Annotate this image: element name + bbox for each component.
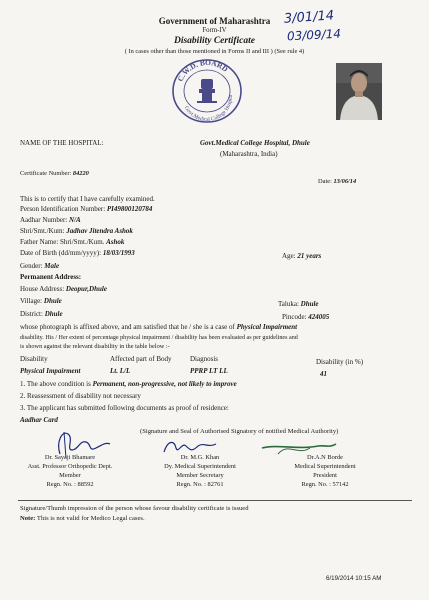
- thumb-impression-text: Signature/Thumb impression of the person whose favour disability certificate is issued: [20, 505, 249, 512]
- age-row: [282, 252, 321, 261]
- house-label: House Address:: [20, 285, 65, 293]
- table-cell-diagnosis: PPRP LT LL: [190, 367, 228, 375]
- condition-3: 3. The applicant has submitted following documents as proof of residence:: [20, 404, 229, 412]
- statement-line-2: disability. His / Her extent of percentage physical impairment / disability has been evaluated as per guidelines and: [20, 335, 298, 341]
- certificate-subtitle: ( In cases other than those mentioned in Forms II and III ) (See rule 4): [124, 48, 305, 55]
- gender-row: [20, 262, 59, 271]
- pid-row: [20, 205, 152, 214]
- certificate-title: Disability Certificate: [173, 36, 255, 46]
- certificate-number-row: [20, 170, 89, 178]
- signatory-1-regn: Regn. No. : 88592: [46, 481, 94, 488]
- handwritten-date-1: 3/01/14: [283, 8, 335, 27]
- footer-divider: [18, 500, 412, 501]
- name-value: Jadhav Jitendra Ashok: [66, 227, 133, 235]
- residence-document: Aadhar Card: [20, 416, 58, 424]
- statement-line-1: [20, 323, 297, 332]
- district-label: District:: [20, 310, 43, 318]
- print-timestamp: 6/19/2014 10:15 AM: [326, 575, 382, 582]
- statement-line-3: is shown against the relevant disability in the table below :-: [20, 343, 170, 350]
- pid-value: PI49800120784: [106, 205, 153, 213]
- taluka-label: Taluka:: [278, 300, 299, 308]
- seal-text: C.W.D. BOARD: [175, 57, 230, 83]
- certificate-date: 13/06/14: [333, 178, 357, 185]
- table-header-body-part: Affected part of Body: [110, 355, 172, 363]
- signatory-3-sub: President: [313, 472, 337, 479]
- aadhar-label: Aadhar Number:: [20, 216, 68, 224]
- signatory-2-role: Dy. Medical Superintendent: [164, 463, 236, 470]
- village-label: Village:: [20, 297, 43, 305]
- table-header-diagnosis: Diagnosis: [190, 355, 218, 363]
- table-cell-disability: Physical Impairment: [20, 367, 81, 375]
- pincode-label: Pincode:: [282, 313, 307, 321]
- signatory-1-name: Dr. Sayaji Bhamare: [44, 454, 96, 461]
- age-value: 21 years: [297, 252, 322, 260]
- district-row: [20, 310, 63, 319]
- signatory-note: (Signature and Seal of Authorised Signatory of notified Medical Authority): [140, 428, 339, 435]
- certificate-date-label: Date:: [318, 178, 332, 185]
- father-row: [20, 238, 124, 247]
- pid-label: Person Identification Number:: [20, 205, 106, 213]
- name-label: Shri/Smt./Kum:: [20, 227, 65, 235]
- note-label: Note:: [20, 515, 36, 522]
- table-cell-percent: 41: [320, 370, 327, 378]
- village-row: [20, 297, 62, 306]
- house-value: Deopur,Dhule: [65, 285, 107, 293]
- district-value: Dhule: [44, 310, 63, 318]
- signatory-1-role: Asst. Professor Orthopedic Dept.: [27, 463, 113, 470]
- certificate-number-label: Certificate Number:: [20, 170, 72, 177]
- table-header-percent: Disability (in %): [316, 358, 364, 366]
- signatory-1-sub: Member: [59, 472, 81, 479]
- condition-1-text: 1. The above condition is: [20, 380, 91, 388]
- signatory-3-role: Medical Superintendent: [294, 463, 356, 470]
- hospital-label: NAME OF THE HOSPITAL:: [20, 139, 104, 147]
- aadhar-value: N/A: [68, 216, 81, 224]
- intro-text: This is to certify that I have carefully examined.: [20, 195, 155, 203]
- taluka-row: [278, 300, 319, 309]
- dob-row: [20, 249, 135, 258]
- board-seal: [168, 54, 246, 126]
- dob-label: Date of Birth (dd/mm/yyyy):: [20, 249, 102, 257]
- house-row: [20, 285, 107, 294]
- form-number: Form-IV: [202, 27, 227, 34]
- address-heading: Permanent Address:: [20, 273, 82, 281]
- table-cell-body-part: Lt. L/L: [110, 367, 131, 375]
- condition-1-value: Permanent, non-progressive, not likely to improve: [92, 380, 237, 388]
- condition-1: [20, 380, 237, 389]
- hospital-name: Govt.Medical College Hospital, Dhule: [200, 139, 310, 147]
- pincode-value: 424005: [308, 313, 330, 321]
- pincode-row: [282, 313, 329, 322]
- government-heading: Government of Maharashtra: [158, 16, 271, 26]
- signatory-3-regn: Regn. No. : 57142: [301, 481, 349, 488]
- signatory-2-sub: Member Secretary: [176, 472, 224, 479]
- condition-2: 2. Reassessment of disability not necessary: [20, 392, 141, 400]
- handwritten-date-2: 03/09/14: [286, 26, 342, 44]
- statement-text-1: whose photograph is affixed above, and am satisfied that he / she is a case of: [20, 323, 235, 331]
- statement-type: Physical Impairment: [236, 323, 298, 331]
- hospital-place: (Maharashtra, India): [220, 150, 278, 158]
- village-value: Dhule: [43, 297, 62, 305]
- father-value: Ashok: [106, 238, 125, 246]
- father-label: Father Name: Shri/Smt./Kum.: [20, 238, 105, 246]
- signatory-2-regn: Regn. No. : 82761: [176, 481, 224, 488]
- certificate-number: 84220: [72, 170, 89, 177]
- aadhar-row: [20, 216, 81, 225]
- name-row: [20, 227, 133, 236]
- signatory-2-name: Dr. M.G. Khan: [180, 454, 220, 461]
- age-label: Age:: [282, 252, 296, 260]
- gender-label: Gender:: [20, 262, 43, 270]
- table-header-disability: Disability: [20, 355, 48, 363]
- taluka-value: Dhule: [300, 300, 319, 308]
- note-text: This is not valid for Medico Legal cases.: [36, 515, 145, 522]
- validity-note: [20, 515, 145, 523]
- certificate-date-row: [318, 178, 356, 186]
- gender-value: Male: [44, 262, 60, 270]
- dob-value: 18/03/1993: [102, 249, 135, 257]
- applicant-photo: [336, 63, 382, 120]
- signatory-3-name: Dr.A.N Borde: [306, 454, 344, 461]
- svg-text:Govt.Medical College Hospital: Govt.Medical College Hospita: [182, 94, 235, 124]
